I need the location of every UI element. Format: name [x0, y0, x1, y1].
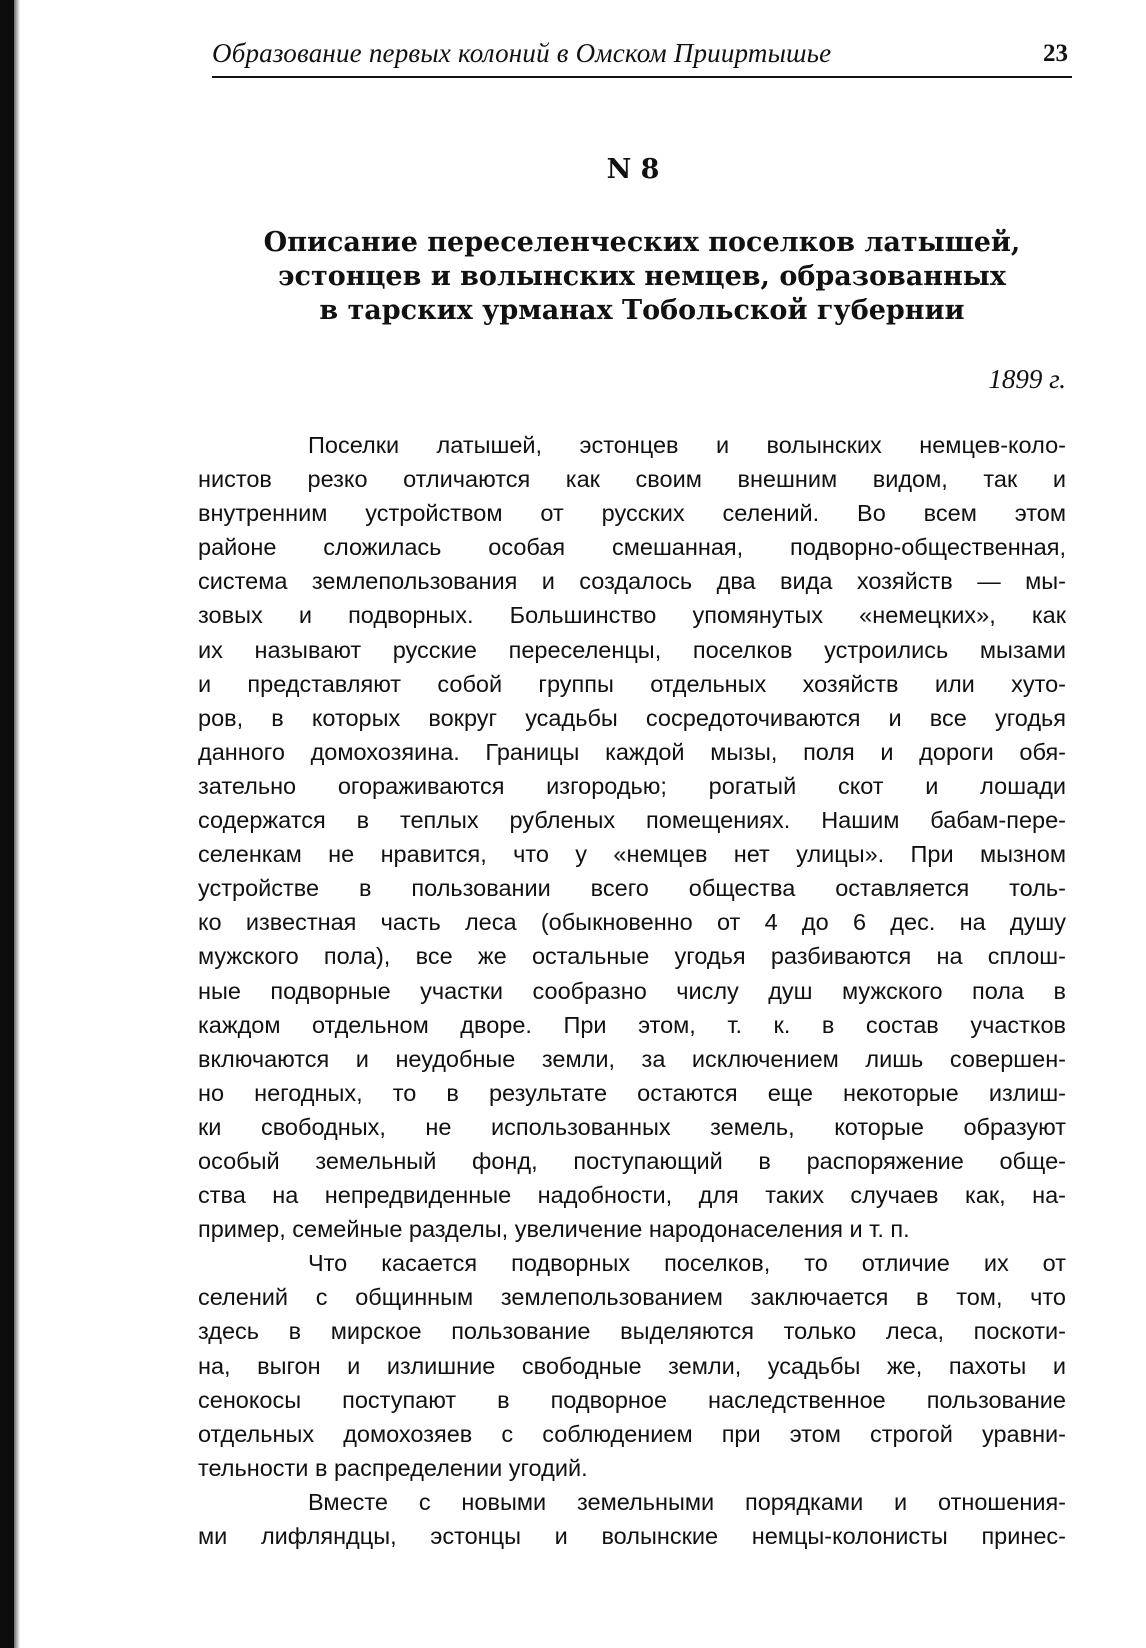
scan-edge-shadow — [14, 0, 20, 1648]
paragraph-line: мужского пола), все же остальные угодья разбиваются на сплош- — [198, 943, 1066, 970]
paragraph-line: данного домохозяина. Границы каждой мызы, поля и дороги обя- — [198, 738, 1066, 765]
document-title-line: эстонцев и волынских немцев, образованных — [278, 261, 1006, 292]
document-title — [212, 226, 1072, 328]
paragraph-line: на, выгон и излишние свободные земли, усадьбы же, пахоты и — [198, 1352, 1066, 1379]
paragraph-line: ства на непредвиденные надобности, для таких случаев как, на- — [198, 1182, 1066, 1209]
page-number: 23 — [1043, 40, 1068, 67]
running-title: Образование первых колоний в Омском Прииртышье — [212, 38, 832, 68]
paragraph-first-line: Что касается подворных поселков, то отличие их от — [308, 1250, 1066, 1277]
paragraph-line: включаются и неудобные земли, за исключением лишь совершен- — [198, 1045, 1066, 1072]
paragraph-line: пример, семейные разделы, увеличение народонаселения и т. п. — [198, 1216, 910, 1243]
body-text — [198, 428, 1066, 1553]
paragraph-line: районе сложилась особая смешанная, подворно-общественная, — [198, 534, 1066, 561]
paragraph-line: содержатся в теплых рубленых помещениях. Нашим бабам-пере- — [198, 807, 1066, 834]
paragraph-line: ров, в которых вокруг усадьбы сосредоточиваются и все угодья — [198, 704, 1066, 731]
paragraph-line: ми лифляндцы, эстонцы и волынские немцы-колонисты принес- — [198, 1523, 1066, 1549]
document-title-line: Описание переселенческих поселков латышей, — [263, 227, 1021, 258]
document-date: 1899 г. — [988, 364, 1066, 394]
paragraph-line: тельности в распределении угодий. — [198, 1454, 588, 1481]
paragraph-line: селенкам не нравится, что у «немцев нет улицы». При мызном — [198, 841, 1066, 868]
paragraph-first-line: Вместе с новыми земельными порядками и отношения- — [308, 1488, 1066, 1515]
paragraph-line: внутренним устройством от русских селений. Во всем этом — [198, 500, 1066, 527]
paragraph-line: зовых и подворных. Большинство упомянутых «немецких», как — [198, 602, 1066, 629]
paragraph-line: ные подворные участки сообразно числу душ мужского пола в — [198, 977, 1066, 1004]
paragraph-line: устройстве в пользовании всего общества оставляется толь- — [198, 875, 1066, 902]
paragraph-line: зательно огораживаются изгородью; рогатый скот и лошади — [198, 772, 1066, 799]
paragraph-line: ки свободных, не использованных земель, которые образуют — [198, 1113, 1066, 1140]
paragraph-line: селений с общинным землепользованием заключается в том, что — [198, 1284, 1066, 1311]
document-number: N 8 — [606, 154, 660, 185]
paragraph-line: ко известная часть леса (обыкновенно от 4 до 6 дес. на душу — [198, 909, 1066, 936]
paragraph-line: система землепользования и создалось два вида хозяйств — мы- — [198, 568, 1066, 595]
paragraph-line: каждом отдельном дворе. При этом, т. к. в состав участков — [198, 1011, 1066, 1038]
paragraph-line: но негодных, то в результате остаются еще некоторые излиш- — [198, 1079, 1066, 1106]
paragraph-line: отдельных домохозяев с соблюдением при этом строгой уравни- — [198, 1420, 1066, 1447]
running-header — [212, 36, 1072, 78]
paragraph-line: нистов резко отличаются как своим внешним видом, так и — [198, 466, 1066, 493]
paragraph-line: и представляют собой группы отдельных хозяйств или хуто- — [198, 670, 1066, 697]
paragraph-line: их называют русские переселенцы, поселков устроились мызами — [198, 636, 1066, 663]
paragraph-line: здесь в мирское пользование выделяются только леса, поскоти- — [198, 1318, 1066, 1345]
scan-dark-edge — [0, 0, 14, 1648]
document-title-line: в тарских урманах Тобольской губернии — [319, 295, 965, 326]
paragraph-first-line: Поселки латышей, эстонцев и волынских немцев-коло- — [308, 432, 1066, 458]
paragraph-line: особый земельный фонд, поступающий в распоряжение обще- — [198, 1147, 1066, 1174]
paragraph-line: сенокосы поступают в подворное наследственное пользование — [198, 1386, 1066, 1413]
